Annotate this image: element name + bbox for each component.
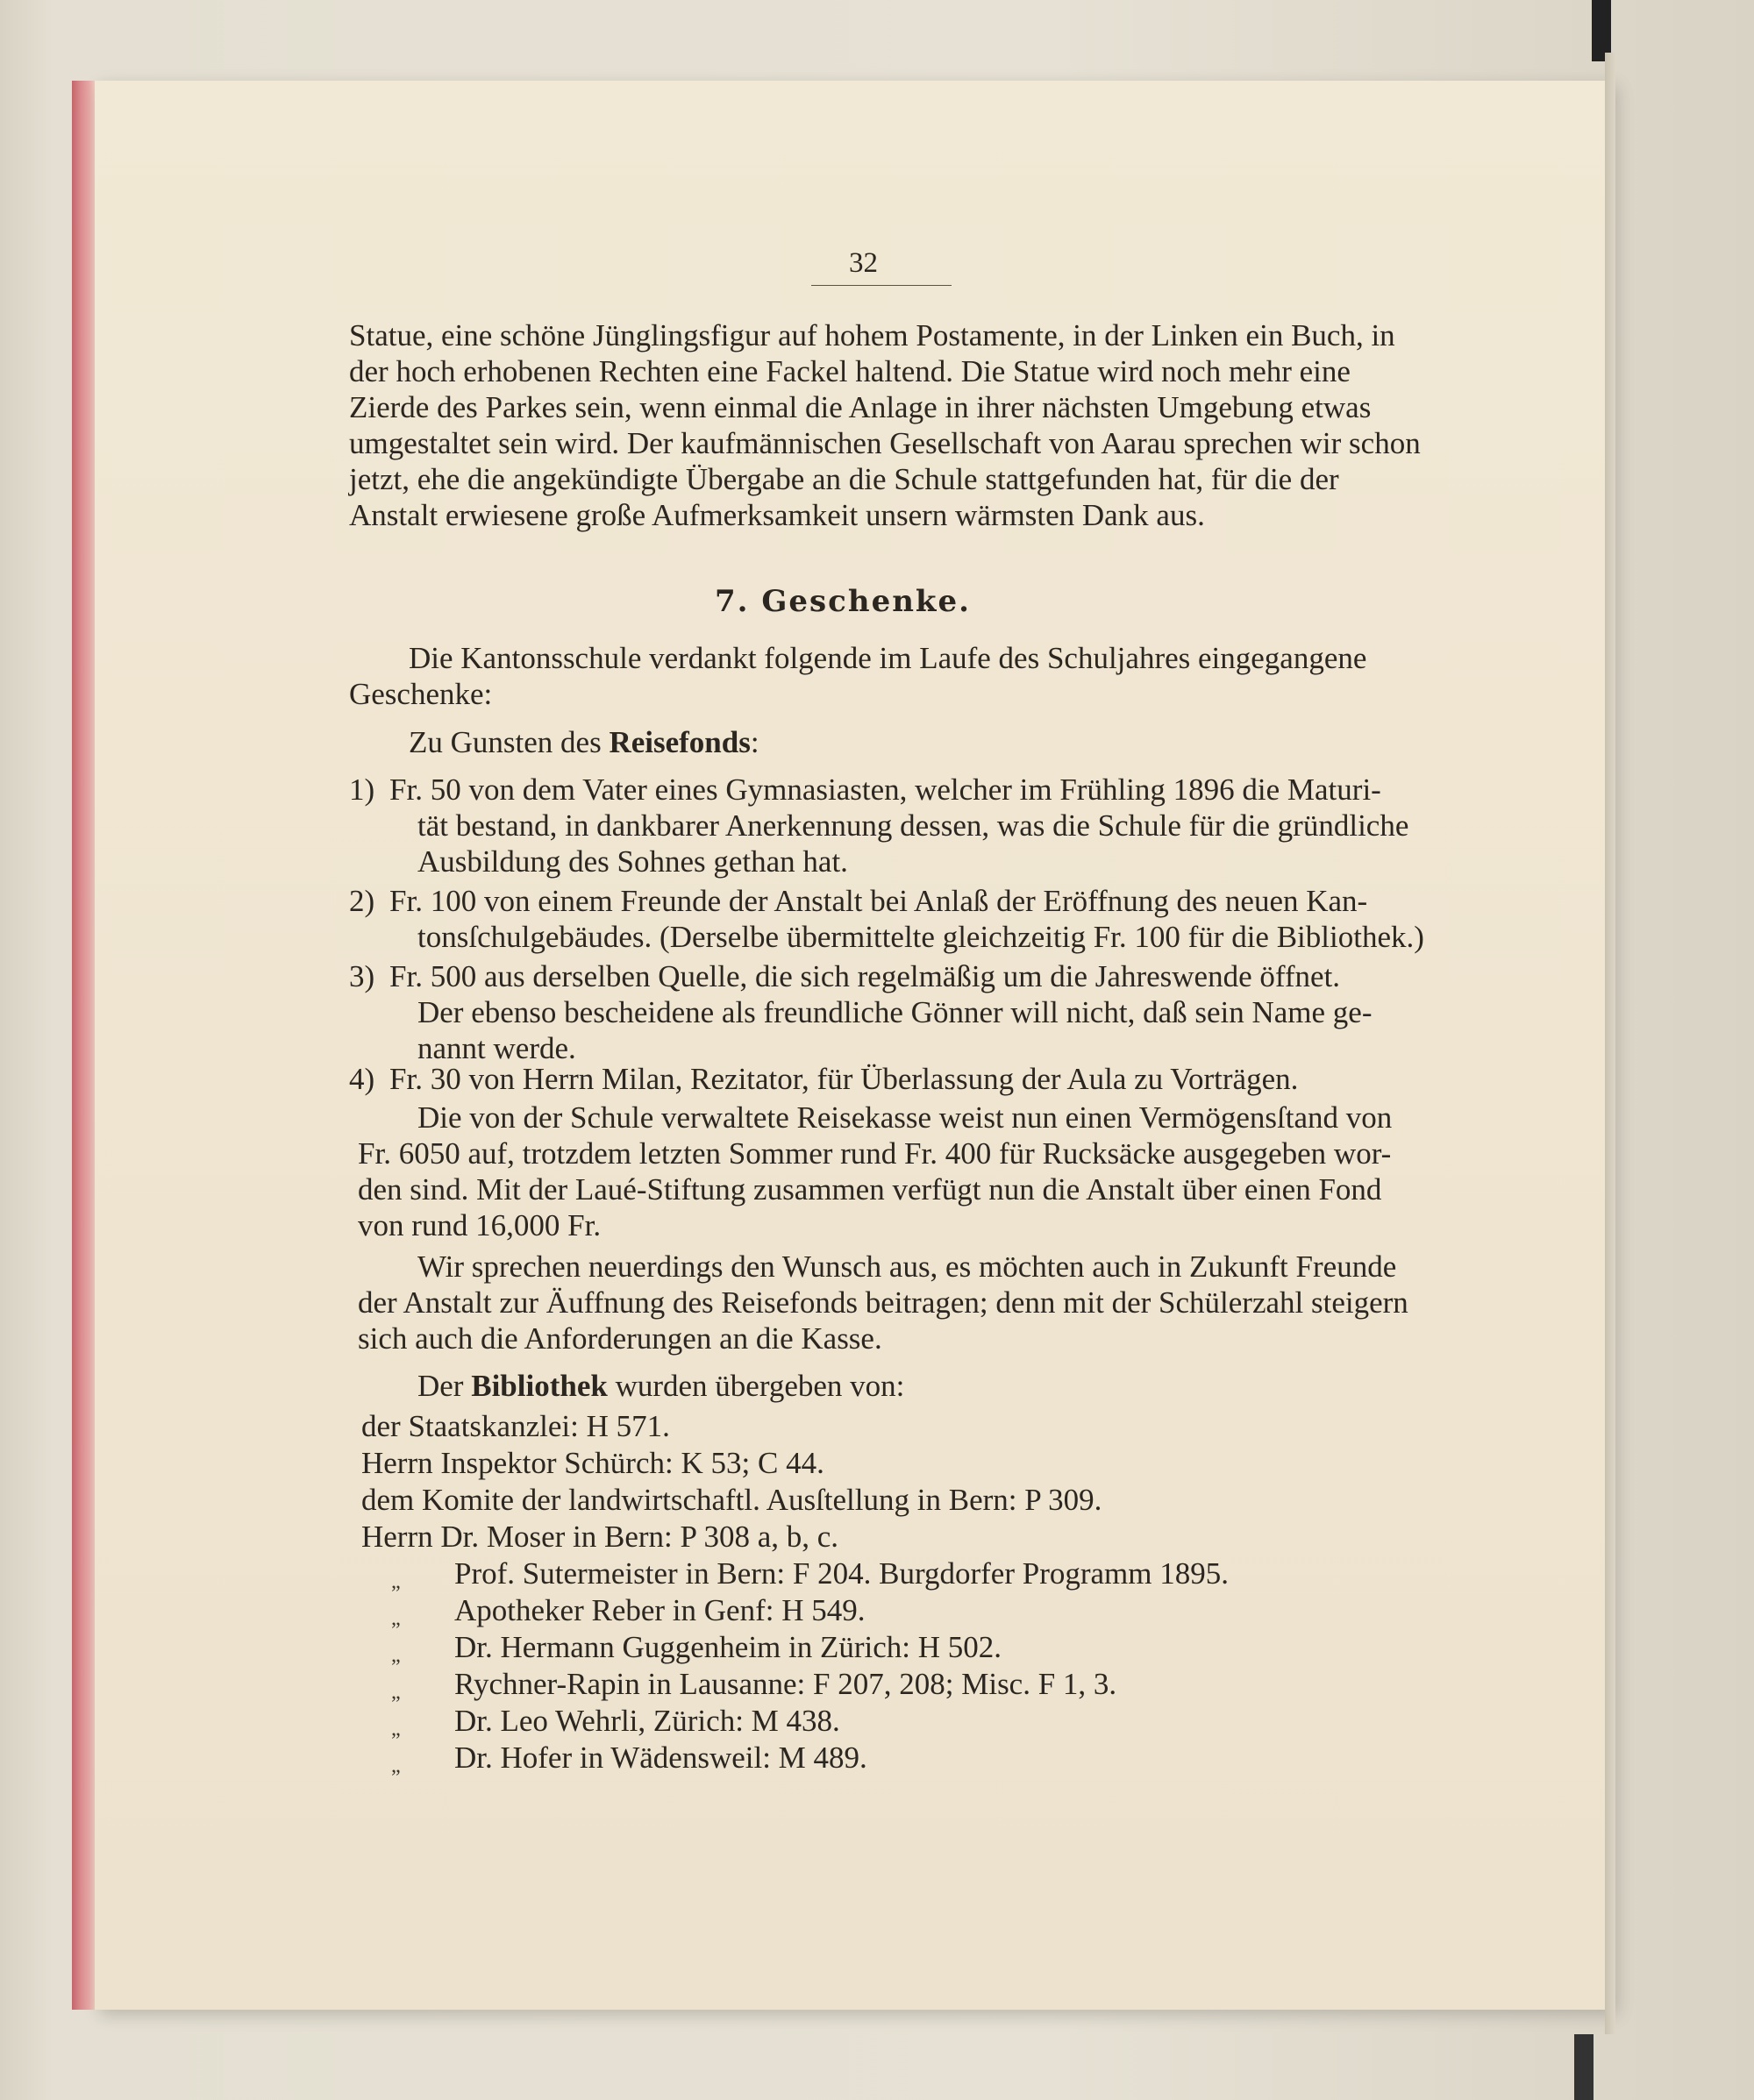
bibliothek-bold: Bibliothek [471, 1369, 608, 1403]
text-line: Fr. 30 von Herrn Milan, Rezitator, für Überlassung der Aula zu Vorträgen. [389, 1062, 1299, 1096]
text-line: Geschenke: [349, 677, 493, 711]
text-line: sich auch die Anforderungen an die Kasse. [358, 1321, 882, 1356]
list-item: Herrn Dr. Moser in Bern: P 308 a, b, c. [361, 1520, 839, 1554]
ditto-mark: „ [391, 1607, 401, 1630]
list-item: Dr. Hermann Guggenheim in Zürich: H 502. [454, 1630, 1002, 1664]
list-item: dem Komite der landwirtschaftl. Ausſtellung in Bern: P 309. [361, 1483, 1102, 1517]
text-line: Die von der Schule verwaltete Reisekasse weist nun einen Vermögensſtand von [417, 1100, 1393, 1135]
text-line: Zierde des Parkes sein, wenn einmal die Anlage in ihrer nächsten Umgebung etwas [349, 390, 1372, 424]
page-edge-red [72, 81, 96, 2010]
list-item: Rychner-Rapin in Lausanne: F 207, 208; Misc. F 1, 3. [454, 1667, 1117, 1701]
scanner-edge-bottom [1574, 2034, 1594, 2100]
list-item: Dr. Hofer in Wädensweil: M 489. [454, 1741, 867, 1775]
list-number: 3) [349, 959, 375, 993]
reisefonds-suffix: : [750, 725, 759, 759]
reisefonds-intro [409, 724, 759, 760]
text-line: jetzt, ehe die angekündigte Übergabe an die Schule stattgefunden hat, für die der [349, 462, 1339, 496]
bibliothek-intro [417, 1368, 904, 1404]
text-line: umgestaltet sein wird. Der kaufmännischen Gesellschaft von Aarau sprechen wir schon [349, 426, 1421, 460]
reisefonds-bold: Reisefonds [609, 725, 751, 759]
section-heading: 7. Geschenke. [715, 584, 971, 619]
text-line: Fr. 500 aus derselben Quelle, die sich regelmäßig um die Jahreswende öffnet. [389, 959, 1341, 993]
list-item: Apotheker Reber in Genf: H 549. [454, 1593, 866, 1627]
list-item: Herrn Inspektor Schürch: K 53; C 44. [361, 1446, 824, 1480]
text-line: Die Kantonsschule verdankt folgende im Laufe des Schuljahres eingegangene [409, 641, 1367, 675]
text-line: Wir sprechen neuerdings den Wunsch aus, es möchten auch in Zukunft Freunde [417, 1249, 1397, 1284]
bibliothek-suffix: wurden übergeben von: [607, 1369, 905, 1403]
page-number-rule [811, 285, 952, 286]
list-number: 4) [349, 1062, 375, 1096]
text-line: tät bestand, in dankbarer Anerkennung dessen, was die Schule für die gründliche [417, 808, 1409, 843]
text-line: den sind. Mit der Laué-Stiftung zusammen verfügt nun die Anstalt über einen Fond [358, 1172, 1382, 1207]
list-number: 2) [349, 884, 375, 918]
text-line: Fr. 6050 auf, trotzdem letzten Sommer rund Fr. 400 für Rucksäcke ausgegeben wor- [358, 1136, 1392, 1171]
bibliothek-prefix: Der [417, 1369, 472, 1403]
book-gutter [1605, 53, 1615, 2034]
text-line: Der ebenso bescheidene als freundliche Gönner will nicht, daß sein Name ge- [417, 995, 1373, 1029]
list-item: der Staatskanzlei: H 571. [361, 1409, 670, 1443]
text-line: nannt werde. [417, 1031, 576, 1065]
text-line: Fr. 50 von dem Vater eines Gymnasiasten, welcher im Frühling 1896 die Maturi- [389, 772, 1381, 807]
reisefonds-prefix: Zu Gunsten des [409, 725, 610, 759]
text-line: der hoch erhobenen Rechten eine Fackel haltend. Die Statue wird noch mehr eine [349, 354, 1351, 388]
text-line: Statue, eine schöne Jünglingsfigur auf hohem Postamente, in der Linken ein Buch, in [349, 318, 1395, 352]
list-item: Dr. Leo Wehrli, Zürich: M 438. [454, 1704, 840, 1738]
text-line: der Anstalt zur Äuffnung des Reisefonds beitragen; denn mit der Schülerzahl steigern [358, 1285, 1408, 1320]
list-item: Prof. Sutermeister in Bern: F 204. Burgdorfer Programm 1895. [454, 1556, 1229, 1591]
ditto-mark: „ [391, 1755, 401, 1777]
text-line: von rund 16,000 Fr. [358, 1208, 602, 1242]
text-line: Ausbildung des Sohnes gethan hat. [417, 844, 848, 879]
text-line: tonsſchulgebäudes. (Derselbe übermittelte gleichzeitig Fr. 100 für die Bibliothek.) [417, 920, 1424, 954]
text-line: Anstalt erwiesene große Aufmerksamkeit unsern wärmsten Dank aus. [349, 498, 1205, 532]
ditto-mark: „ [391, 1644, 401, 1667]
ditto-mark: „ [391, 1718, 401, 1741]
page-number: 32 [849, 247, 878, 279]
list-number: 1) [349, 772, 375, 807]
ditto-mark: „ [391, 1570, 401, 1593]
text-line: Fr. 100 von einem Freunde der Anstalt bei Anlaß der Eröffnung des neuen Kan- [389, 884, 1368, 918]
ditto-mark: „ [391, 1681, 401, 1704]
